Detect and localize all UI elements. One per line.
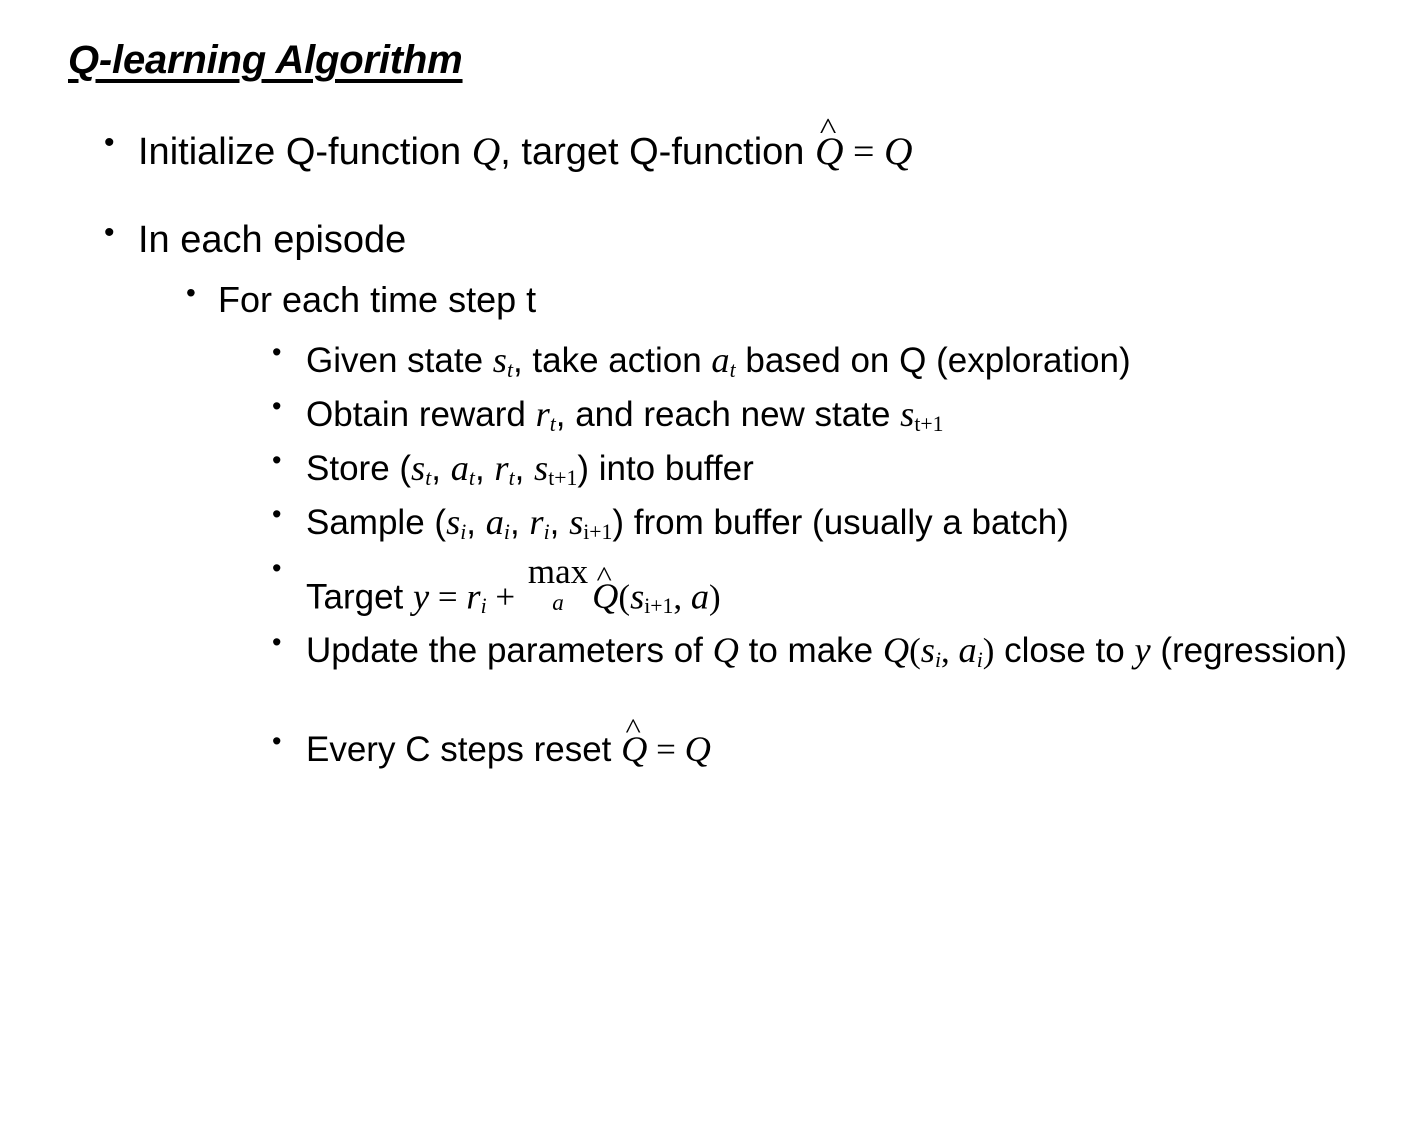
- symbol-r: r: [535, 393, 550, 434]
- initialize-text-pre: Initialize Q-function: [138, 131, 472, 173]
- page-title: Q-learning Algorithm: [68, 38, 463, 82]
- update-symbol-a-subscript: i: [976, 648, 983, 673]
- symbol-q-target: Q: [883, 129, 913, 173]
- update-text-4: (regression): [1150, 631, 1348, 671]
- sample-symbol-s-next: s: [569, 501, 584, 542]
- store-symbol-s-subscript: t: [425, 465, 432, 490]
- target-paren-open: (: [618, 577, 631, 617]
- target-text-1: Target: [306, 577, 413, 617]
- update-symbol-y: y: [1134, 630, 1151, 671]
- sample-symbol-s-subscript: i: [460, 519, 467, 544]
- bullet-target: [268, 554, 1388, 620]
- outline-level-1: [100, 127, 1388, 772]
- symbol-s-next: s: [900, 393, 915, 434]
- bullet-in-each-episode: [100, 217, 1388, 772]
- store-symbol-r-subscript: t: [508, 465, 515, 490]
- reset-symbol-q: Q: [684, 728, 711, 769]
- update-paren-close: ): [982, 631, 995, 671]
- bullet-obtain-reward: [268, 392, 1388, 438]
- for-each-time-step-label: For each time step t: [218, 278, 537, 320]
- update-symbol-s-subscript: i: [934, 648, 941, 673]
- outline-level-2: [182, 278, 1388, 773]
- target-plus: +: [486, 577, 524, 617]
- symbol-y: y: [413, 576, 430, 617]
- sample-comma-3: ,: [549, 502, 570, 542]
- symbol-r-subscript: t: [549, 411, 556, 436]
- symbol-a: a: [711, 339, 730, 380]
- target-symbol-r-subscript: i: [480, 594, 487, 619]
- store-comma-3: ,: [514, 448, 535, 488]
- store-comma-2: ,: [474, 448, 495, 488]
- store-symbol-r: r: [494, 447, 509, 488]
- bullet-update: [268, 628, 1388, 674]
- symbol-s: s: [492, 339, 507, 380]
- symbol-q: Q: [471, 129, 501, 173]
- update-text-1: Update the parameters of: [306, 631, 713, 671]
- in-each-episode-label: In each episode: [138, 219, 407, 262]
- max-operator-label: max: [527, 552, 589, 592]
- store-symbol-s: s: [411, 447, 426, 488]
- store-text-2: ) into buffer: [577, 448, 754, 488]
- given-state-text-2: , take action: [512, 340, 712, 380]
- update-comma: ,: [941, 631, 959, 671]
- obtain-reward-text-2: , and reach new state: [555, 394, 901, 434]
- target-symbol-s: s: [630, 576, 645, 617]
- bullet-initialize: [100, 127, 1388, 175]
- store-symbol-s-next: s: [534, 447, 549, 488]
- target-comma: ,: [673, 577, 691, 617]
- sample-comma-2: ,: [509, 502, 530, 542]
- update-text-2: to make: [738, 631, 883, 671]
- sample-text-2: ) from buffer (usually a batch): [612, 502, 1069, 542]
- sample-symbol-s: s: [446, 501, 461, 542]
- symbol-q-hat: Q ^: [815, 127, 844, 175]
- store-symbol-a: a: [450, 447, 469, 488]
- update-paren-open: (: [909, 631, 921, 671]
- target-paren-close: ): [709, 577, 721, 617]
- sample-comma-1: ,: [466, 502, 486, 542]
- store-symbol-a-subscript: t: [468, 465, 475, 490]
- update-symbol-q: Q: [712, 630, 739, 671]
- target-symbol-a: a: [690, 576, 710, 617]
- store-text-1: Store (: [306, 448, 412, 488]
- update-symbol-s: s: [920, 630, 935, 671]
- store-symbol-s-next-subscript: t+1: [548, 465, 578, 490]
- reset-text-1: Every C steps reset: [306, 729, 622, 769]
- sample-text-1: Sample (: [306, 502, 447, 542]
- update-text-3: close to: [994, 631, 1135, 671]
- symbol-a-subscript: t: [729, 357, 736, 382]
- update-symbol-q2: Q: [882, 630, 910, 671]
- sample-symbol-s-next-subscript: i+1: [583, 519, 613, 544]
- bullet-reset-target: [268, 727, 1388, 773]
- obtain-reward-text-1: Obtain reward: [306, 394, 536, 434]
- max-operator-variable: a: [552, 589, 564, 616]
- update-symbol-a: a: [958, 630, 977, 671]
- bullet-store: [268, 446, 1388, 492]
- store-comma-1: ,: [431, 448, 451, 488]
- target-symbol-s-subscript: i+1: [644, 594, 674, 619]
- symbol-s-next-subscript: t+1: [914, 411, 944, 436]
- initialize-text-mid: , target Q-function: [500, 131, 815, 173]
- bullet-for-each-time-step: [182, 278, 1388, 773]
- bullet-sample: [268, 500, 1388, 546]
- sample-symbol-a: a: [485, 501, 504, 542]
- given-state-text-1: Given state: [306, 340, 493, 380]
- reset-equals: =: [647, 729, 685, 769]
- sample-symbol-a-subscript: i: [503, 519, 510, 544]
- max-operator: [528, 554, 588, 614]
- target-symbol-q-hat: Q ^: [592, 574, 618, 620]
- sample-symbol-r: r: [529, 501, 544, 542]
- target-equals: =: [429, 577, 467, 617]
- sample-symbol-r-subscript: i: [543, 519, 550, 544]
- given-state-text-3: based on Q (exploration): [735, 340, 1131, 380]
- bullet-given-state: [268, 338, 1388, 384]
- target-symbol-r: r: [466, 576, 481, 617]
- outline-level-3: [268, 338, 1388, 773]
- symbol-equals: =: [843, 131, 884, 173]
- reset-symbol-q-hat: Q ^: [621, 727, 647, 773]
- symbol-s-subscript: t: [506, 357, 513, 382]
